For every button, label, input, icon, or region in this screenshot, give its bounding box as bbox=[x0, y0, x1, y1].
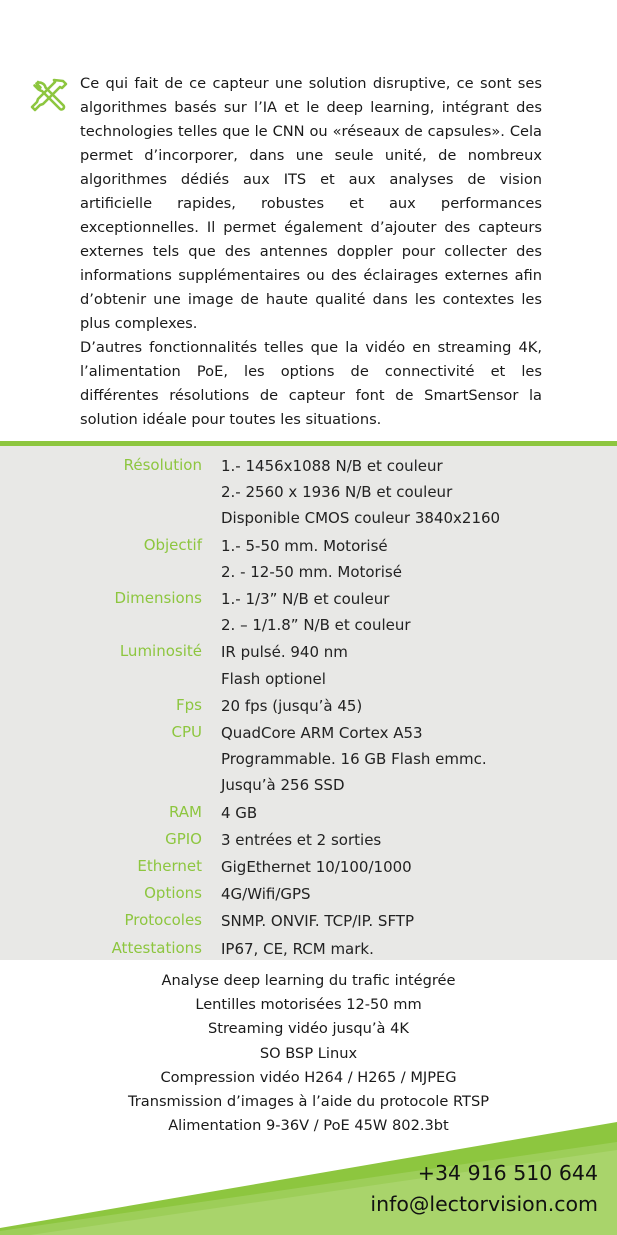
spec-label: Ethernet bbox=[137, 857, 202, 876]
feature-item: Lentilles motorisées 12-50 mm bbox=[195, 996, 422, 1014]
spec-value: IR pulsé. 940 nm bbox=[221, 643, 348, 662]
spec-values bbox=[221, 692, 617, 719]
spec-value: 2.- 2560 x 1936 N/B et couleur bbox=[221, 483, 453, 502]
spec-value: SNMP. ONVIF. TCP/IP. SFTP bbox=[221, 912, 415, 931]
feature-item: Alimentation 9-36V / PoE 45W 802.3bt bbox=[168, 1117, 449, 1135]
contact-email[interactable]: info@lectorvision.com bbox=[370, 1192, 598, 1216]
tools-icon bbox=[30, 76, 70, 116]
spec-row bbox=[0, 853, 617, 880]
spec-row bbox=[0, 935, 617, 962]
spec-row bbox=[0, 452, 617, 532]
spec-value: QuadCore ARM Cortex A53 bbox=[221, 724, 423, 743]
spec-label: Protocoles bbox=[124, 911, 202, 930]
spec-values bbox=[221, 826, 617, 853]
spec-values bbox=[221, 880, 617, 907]
spec-values bbox=[221, 907, 617, 934]
spec-label: RAM bbox=[168, 802, 202, 821]
spec-label: Luminosité bbox=[119, 642, 202, 661]
spec-value: 4 GB bbox=[221, 803, 258, 822]
spec-value: GigEthernet 10/100/1000 bbox=[221, 858, 412, 877]
spec-values bbox=[221, 532, 617, 585]
spec-row bbox=[0, 719, 617, 799]
spec-value: Flash optionel bbox=[221, 669, 326, 688]
spec-label: Dimensions bbox=[114, 589, 202, 608]
spec-values bbox=[221, 452, 617, 532]
contact-block bbox=[370, 1158, 598, 1220]
features-list bbox=[0, 969, 617, 1138]
intro-paragraph-1: Ce qui fait de ce capteur une solution disruptive, ce sont ses algorithmes basés sur l’IA et le deep learning, intégrant des technologies telles que le CNN ou «réseaux de capsules». Cela permet d’incorporer, dans une seule unité, de nombreux algorithmes dédiés aux ITS et aux analyses de vision artificielle rapides, robustes et aux performances exceptionnelles. Il permet également d’ajouter des capteurs externes tels que des antennes doppler pour collecter des informations supplémentaires ou des éclairages externes afin d’obtenir une image de haute qualité dans les contextes les plus complexes. bbox=[80, 75, 542, 332]
spec-value: 1.- 5-50 mm. Motorisé bbox=[221, 536, 388, 555]
spec-label: Résolution bbox=[123, 456, 202, 474]
spec-value: 1.- 1/3” N/B et couleur bbox=[221, 590, 390, 609]
feature-item: Streaming vidéo jusqu’à 4K bbox=[207, 1020, 409, 1038]
spec-row bbox=[0, 799, 617, 826]
spec-value: 20 fps (jusqu’à 45) bbox=[221, 696, 363, 715]
spec-row bbox=[0, 692, 617, 719]
feature-item: Transmission d’images à l’aide du protocole RTSP bbox=[127, 1093, 490, 1111]
spec-value: Disponible CMOS couleur 3840x2160 bbox=[221, 509, 501, 528]
feature-item: Analyse deep learning du trafic intégrée bbox=[161, 972, 456, 989]
spec-row bbox=[0, 880, 617, 907]
spec-values bbox=[221, 719, 617, 799]
spec-label: CPU bbox=[171, 723, 202, 742]
spec-label: Objectif bbox=[143, 535, 202, 554]
contact-phone[interactable]: +34 916 510 644 bbox=[417, 1161, 598, 1185]
spec-value: 4G/Wifi/GPS bbox=[221, 885, 311, 904]
intro-paragraph-2: D’autres fonctionnalités telles que la vidéo en streaming 4K, l’alimentation PoE, les options de connectivité et les différentes résolutions de capteur font de SmartSensor la solution idéale pour toutes les situations. bbox=[80, 339, 542, 428]
spec-label: Options bbox=[144, 884, 202, 903]
spec-value: IP67, CE, RCM mark. bbox=[221, 939, 374, 958]
feature-item: Compression vidéo H264 / H265 / MJPEG bbox=[160, 1068, 457, 1086]
intro-section bbox=[30, 72, 542, 432]
spec-row bbox=[0, 907, 617, 934]
feature-item: SO BSP Linux bbox=[259, 1044, 358, 1062]
spec-label: Fps bbox=[176, 695, 202, 714]
spec-label: Attestations bbox=[111, 938, 202, 957]
spec-row bbox=[0, 826, 617, 853]
spec-value: Programmable. 16 GB Flash emmc. bbox=[221, 750, 487, 769]
spec-label: GPIO bbox=[165, 829, 202, 848]
spec-value: Jusqu’à 256 SSD bbox=[221, 776, 345, 795]
specs-table bbox=[0, 452, 617, 962]
spec-value: 2. - 12-50 mm. Motorisé bbox=[221, 562, 402, 581]
spec-row bbox=[0, 585, 617, 638]
spec-value: 3 entrées et 2 sorties bbox=[221, 830, 382, 849]
spec-row bbox=[0, 532, 617, 585]
spec-values bbox=[221, 585, 617, 638]
spec-value: 2. – 1/1.8” N/B et couleur bbox=[221, 616, 411, 635]
spec-values bbox=[221, 799, 617, 826]
spec-values bbox=[221, 935, 617, 962]
spec-values bbox=[221, 853, 617, 880]
spec-values bbox=[221, 638, 617, 691]
spec-row bbox=[0, 638, 617, 691]
spec-value: 1.- 1456x1088 N/B et couleur bbox=[221, 457, 443, 475]
